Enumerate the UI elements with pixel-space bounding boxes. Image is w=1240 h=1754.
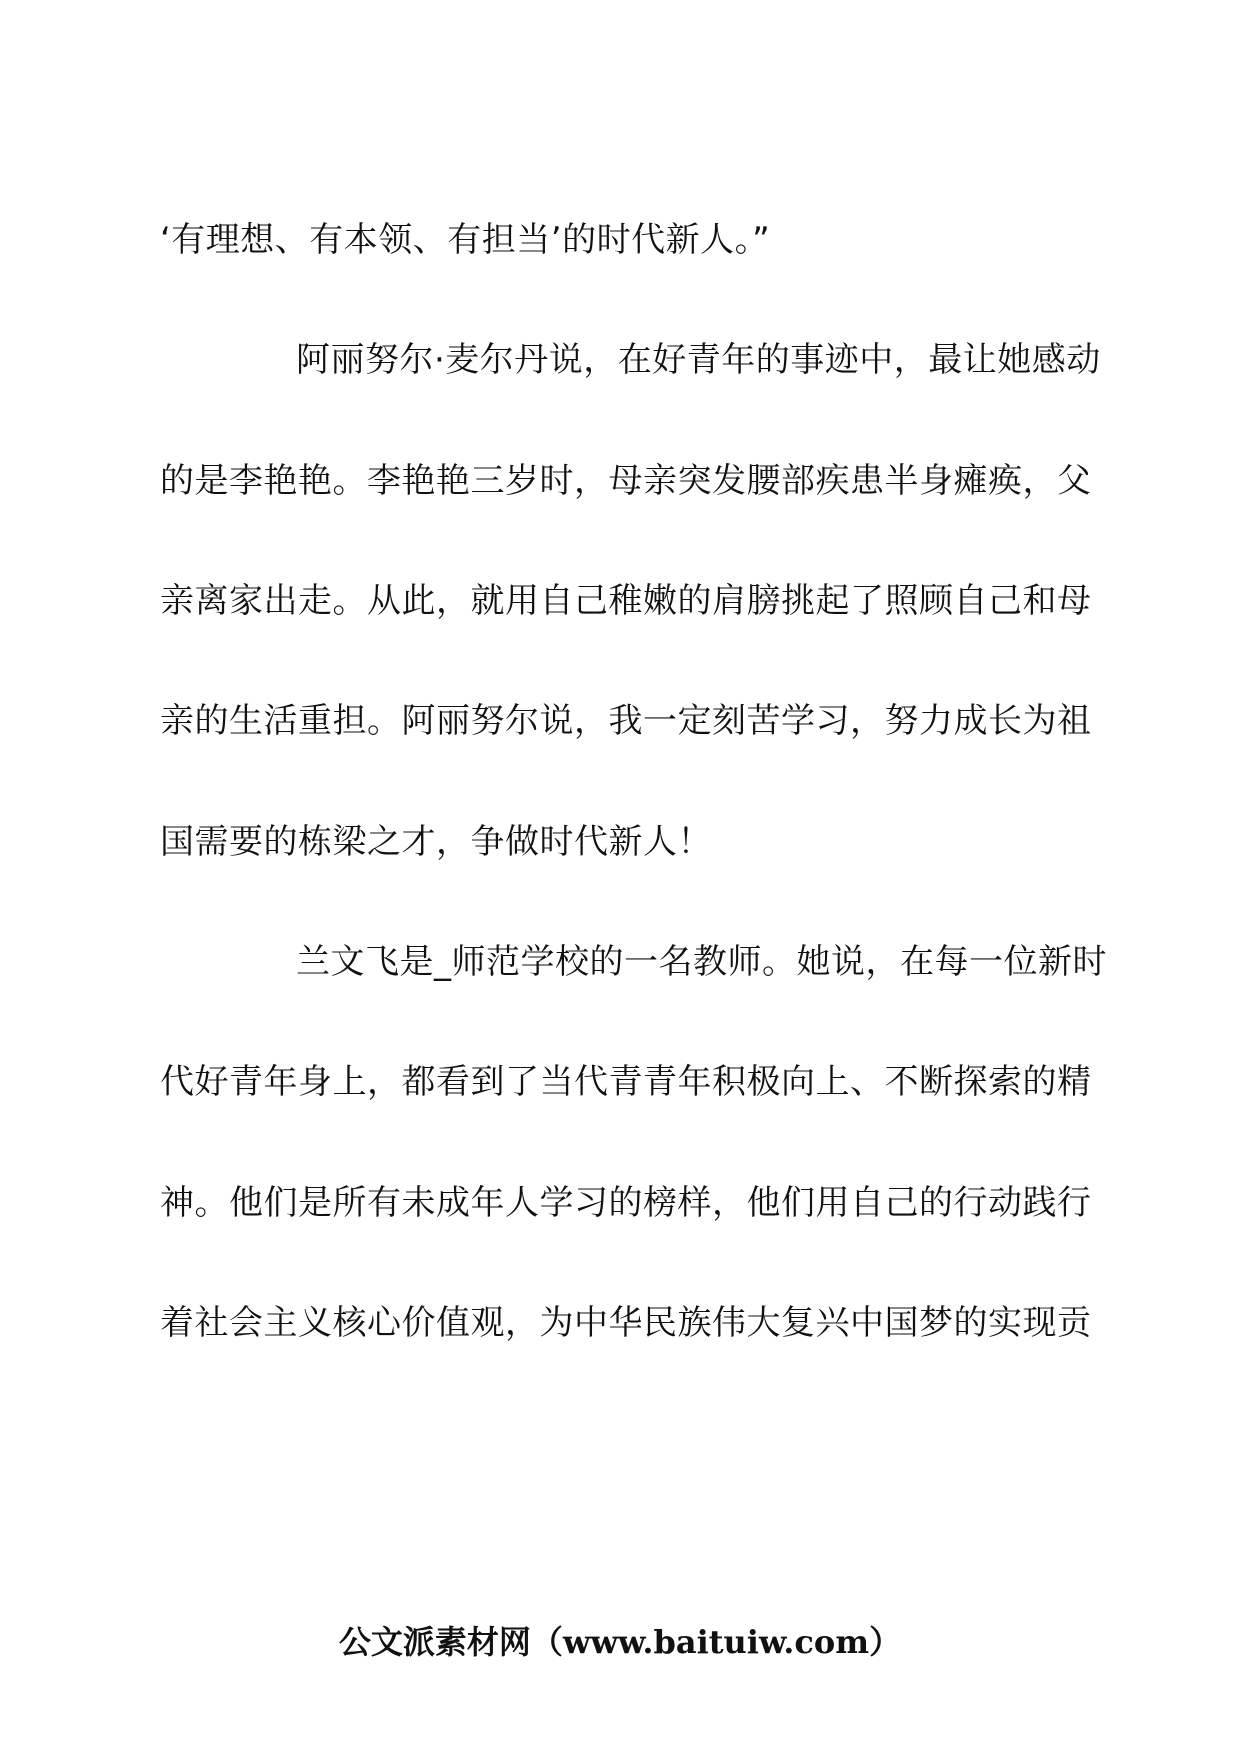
text-line: 着社会主义核心价值观，为中华民族伟大复兴中国梦的实现贡 bbox=[160, 1303, 1092, 1343]
text-line: 代好青年身上，都看到了当代青青年积极向上、不断探索的精 bbox=[160, 1062, 1092, 1102]
text-line: 的是李艳艳。李艳艳三岁时，母亲突发腰部疾患半身瘫痪，父 bbox=[160, 461, 1092, 501]
paragraph-start-line: 阿丽努尔·麦尔丹说，在好青年的事迹中，最让她感动 bbox=[296, 340, 1101, 380]
text-line: 国需要的栋梁之才，争做时代新人！ bbox=[160, 822, 712, 862]
text-line: ‘有理想、有本领、有担当’的时代新人。” bbox=[160, 220, 771, 260]
text-line: 神。他们是所有未成年人学习的榜样，他们用自己的行动践行 bbox=[160, 1183, 1092, 1223]
text-line: 亲的生活重担。阿丽努尔说，我一定刻苦学习，努力成长为祖 bbox=[160, 701, 1092, 741]
paragraph-start-line: 兰文飞是_师范学校的一名教师。她说，在每一位新时 bbox=[296, 942, 1107, 982]
page-footer-watermark: 公文派素材网（www.baituiw.com） bbox=[338, 1623, 902, 1661]
text-line: 亲离家出走。从此，就用自己稚嫩的肩膀挑起了照顾自己和母 bbox=[160, 581, 1092, 621]
